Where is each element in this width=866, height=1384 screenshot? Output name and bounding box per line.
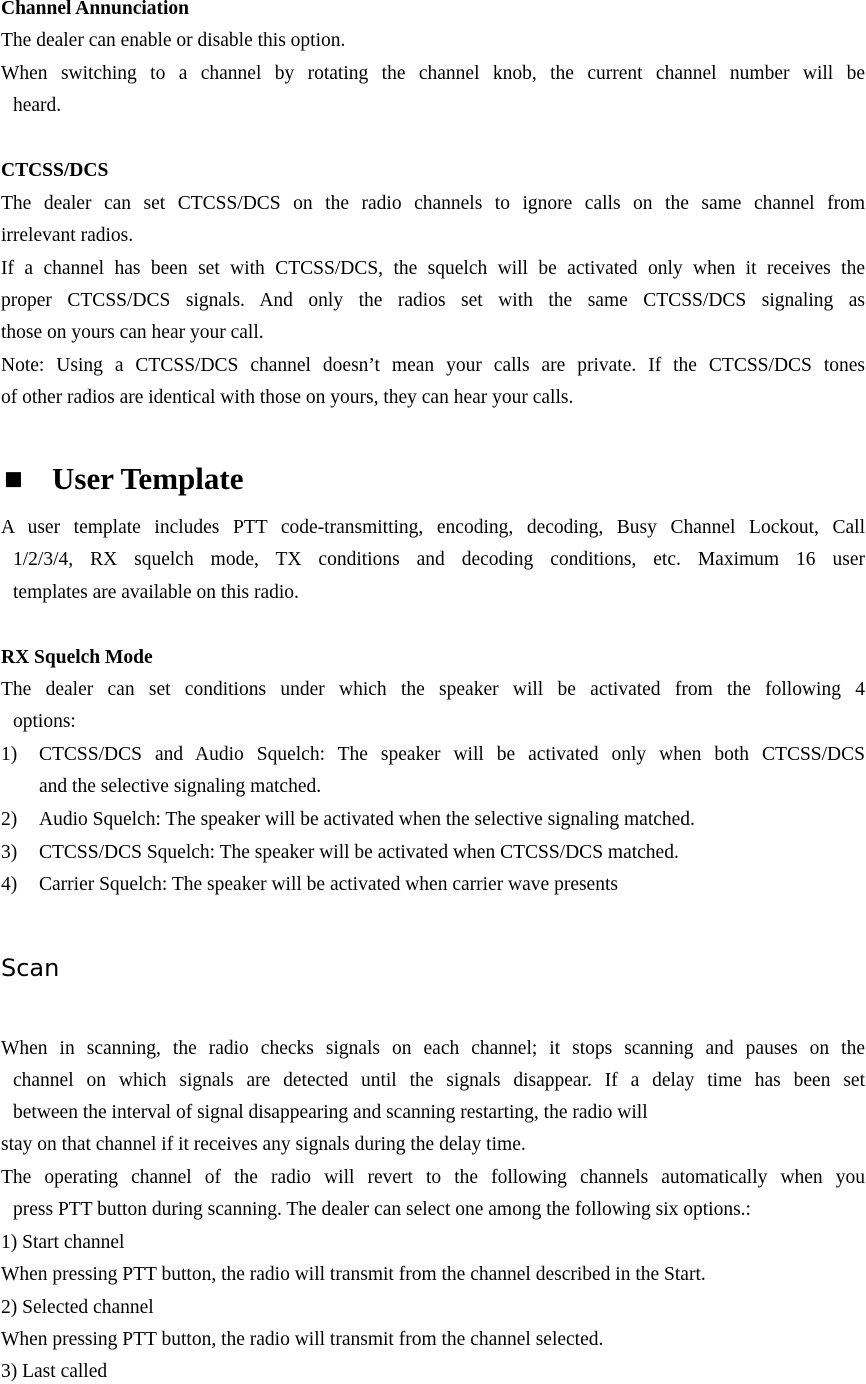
rx-squelch-intro-line1: The dealer can set conditions under which the speaker will be activated from the following 4 <box>1 679 865 700</box>
scan-heading: Scan <box>1 954 60 982</box>
rx-squelch-item-2-number: 2) <box>1 809 18 830</box>
rx-squelch-heading: RX Squelch Mode <box>1 647 153 668</box>
rx-squelch-item-1-line2: and the selective signaling matched. <box>39 776 322 797</box>
scan-p2-line2: press PTT button during scanning. The dealer can select one among the following six options.: <box>13 1199 751 1220</box>
rx-squelch-item-1-line1: CTCSS/DCS and Audio Squelch: The speaker will be activated only when both CTCSS/DCS <box>39 744 865 765</box>
scan-p2-line1: The operating channel of the radio will revert to the following channels automatically when you <box>1 1167 865 1188</box>
rx-squelch-item-4-number: 4) <box>1 874 18 895</box>
scan-option-2-title: 2) Selected channel <box>1 1297 154 1318</box>
scan-p1-line1: When in scanning, the radio checks signals on each channel; it stops scanning and pauses on the <box>1 1038 865 1059</box>
ctcss-heading: CTCSS/DCS <box>1 160 109 181</box>
rx-squelch-item-3-number: 3) <box>1 842 18 863</box>
rx-squelch-item-2-line1: Audio Squelch: The speaker will be activated when the selective signaling matched. <box>39 809 695 830</box>
ctcss-p3-line1: Note: Using a CTCSS/DCS channel doesn’t mean your calls are private. If the CTCSS/DCS tones <box>1 355 865 376</box>
channel-annunciation-para-line2: heard. <box>13 95 62 116</box>
scan-p1-line2: channel on which signals are detected until the signals disappear. If a delay time has been set <box>13 1070 865 1091</box>
user-template-heading-row <box>4 461 865 497</box>
user-template-heading: User Template <box>52 461 244 496</box>
scan-p1-line3: between the interval of signal disappearing and scanning restarting, the radio will <box>13 1102 648 1123</box>
ctcss-p2-line3: those on yours can hear your call. <box>1 322 264 343</box>
ctcss-p2-line1: If a channel has been set with CTCSS/DCS, the squelch will be activated only when it receives the <box>1 258 865 279</box>
scan-option-1-title: 1) Start channel <box>1 1232 125 1253</box>
rx-squelch-item-3-line1: CTCSS/DCS Squelch: The speaker will be activated when CTCSS/DCS matched. <box>39 842 679 863</box>
channel-annunciation-line1: The dealer can enable or disable this option. <box>1 30 346 51</box>
ctcss-p2-line2: proper CTCSS/DCS signals. And only the radios set with the same CTCSS/DCS signaling as <box>1 290 865 311</box>
rx-squelch-item-1-number: 1) <box>1 744 18 765</box>
scan-option-1-description: When pressing PTT button, the radio will transmit from the channel described in the Start. <box>1 1264 706 1285</box>
user-template-line3: templates are available on this radio. <box>13 582 299 603</box>
scan-option-2-description: When pressing PTT button, the radio will transmit from the channel selected. <box>1 1329 604 1350</box>
channel-annunciation-para-line1: When switching to a channel by rotating the channel knob, the current channel number will be <box>1 63 865 84</box>
channel-annunciation-heading: Channel Annunciation <box>1 0 190 19</box>
user-template-line2: 1/2/3/4, RX squelch mode, TX conditions and decoding conditions, etc. Maximum 16 user <box>13 549 865 570</box>
scan-p1-line4: stay on that channel if it receives any signals during the delay time. <box>1 1134 526 1155</box>
square-bullet-icon: ■ <box>4 461 23 496</box>
ctcss-p3-line2: of other radios are identical with those on yours, they can hear your calls. <box>1 387 574 408</box>
rx-squelch-item-4-line1: Carrier Squelch: The speaker will be activated when carrier wave presents <box>39 874 618 895</box>
scan-option-3-title: 3) Last called <box>1 1361 108 1382</box>
rx-squelch-intro-line2: options: <box>13 711 76 732</box>
user-template-line1: A user template includes PTT code-transmitting, encoding, decoding, Busy Channel Lockout, Call <box>1 517 865 538</box>
ctcss-p1-line2: irrelevant radios. <box>1 225 134 246</box>
ctcss-p1-line1: The dealer can set CTCSS/DCS on the radio channels to ignore calls on the same channel from <box>1 193 865 214</box>
